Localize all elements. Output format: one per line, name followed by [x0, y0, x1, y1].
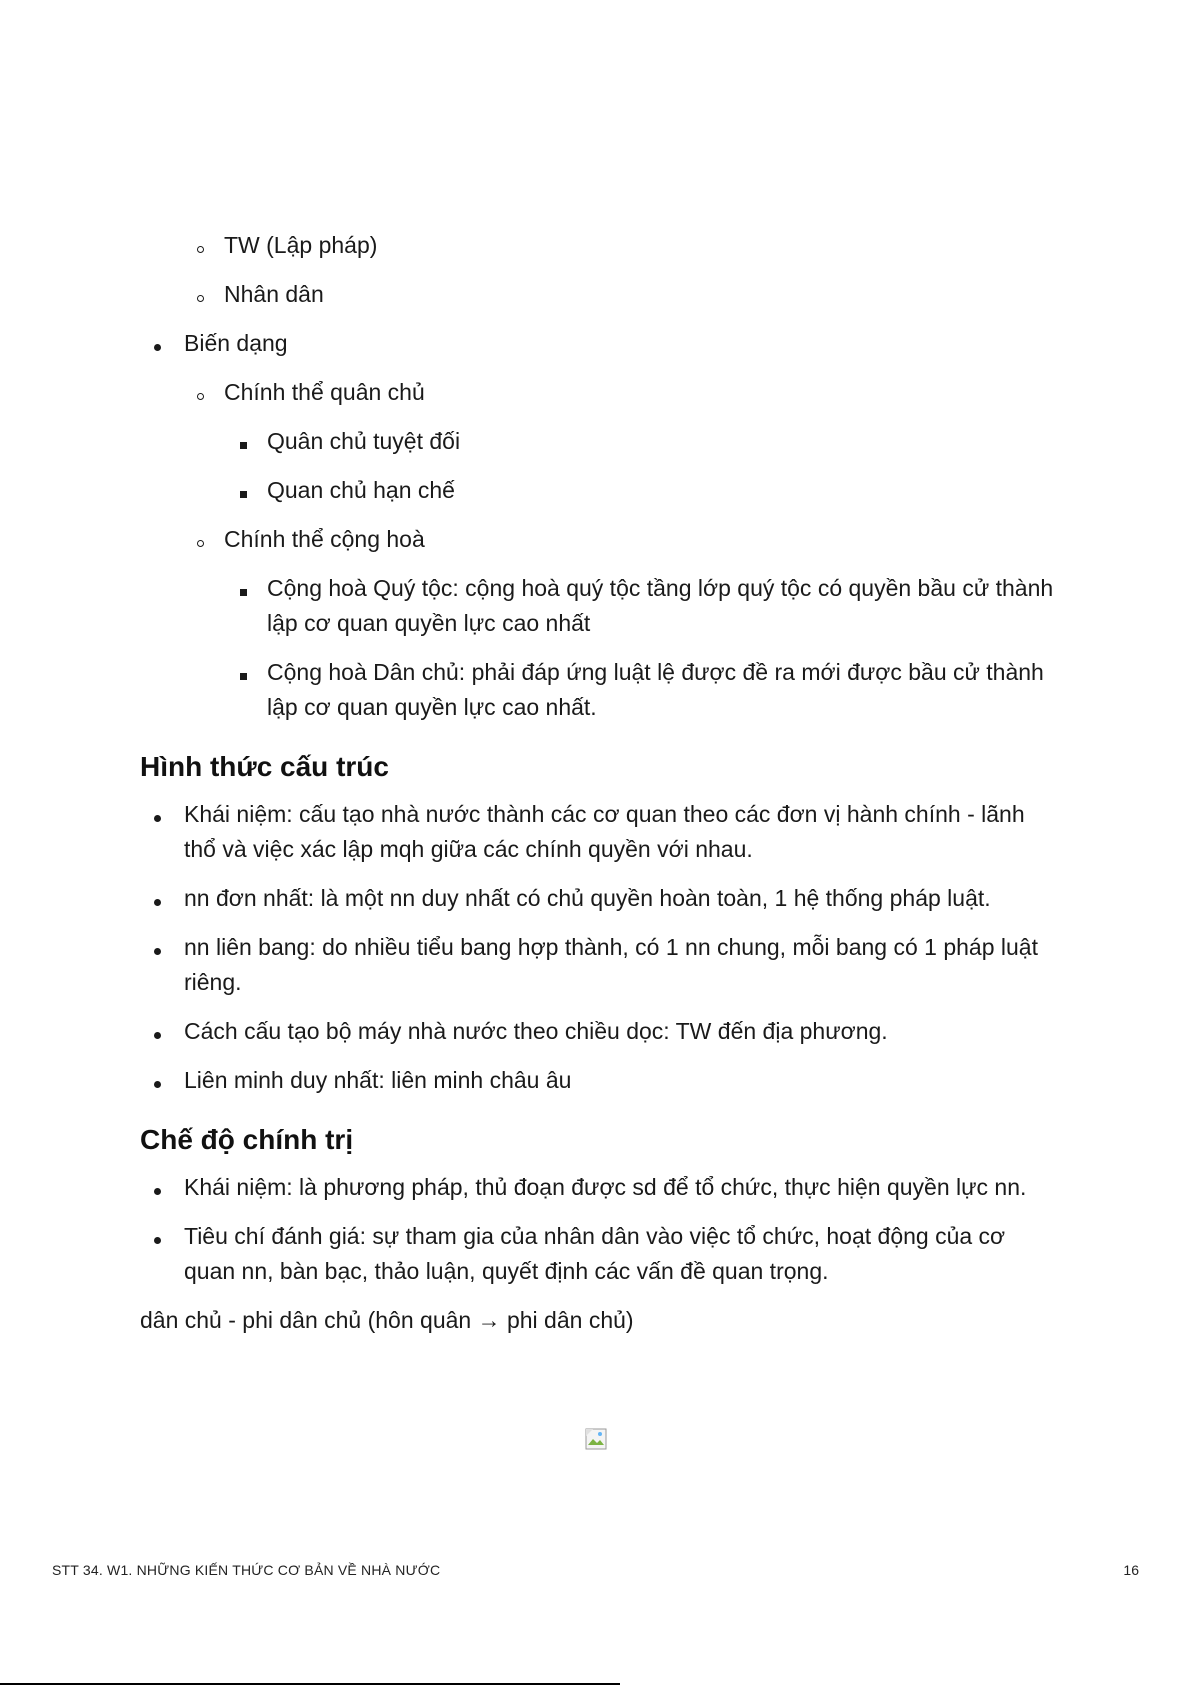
- list-item-text: Biến dạng: [184, 330, 288, 356]
- broken-image-icon: [585, 1428, 607, 1450]
- list-item-text: nn liên bang: do nhiều tiểu bang hợp thành, có 1 nn chung, mỗi bang có 1 pháp luật riêng.: [184, 934, 1038, 995]
- footer-title: STT 34. W1. NHỮNG KIẾN THỨC CƠ BẢN VỀ NHÀ NƯỚC: [52, 1562, 441, 1578]
- section-heading-structure: Hình thức cấu trúc: [140, 751, 389, 782]
- circle-bullet-icon: [197, 375, 204, 410]
- list-item-text: nn đơn nhất: là một nn duy nhất có chủ quyền hoàn toàn, 1 hệ thống pháp luật.: [184, 885, 991, 911]
- page-number: 16: [1123, 1562, 1139, 1578]
- list-item: [140, 277, 1060, 312]
- list-item-text: Cách cấu tạo bộ máy nhà nước theo chiều dọc: TW đến địa phương.: [184, 1018, 888, 1044]
- list-item: [140, 1063, 1060, 1098]
- list-item: [140, 881, 1060, 916]
- list-item: [140, 424, 1060, 459]
- dot-bullet-icon: [154, 1219, 161, 1254]
- square-bullet-icon: [240, 571, 247, 606]
- list-item-text: TW (Lập pháp): [224, 232, 378, 258]
- list-item: [140, 655, 1060, 725]
- list-item: [140, 571, 1060, 641]
- dot-bullet-icon: [154, 930, 161, 965]
- list-item-text: Cộng hoà Quý tộc: cộng hoà quý tộc tầng lớp quý tộc có quyền bầu cử thành lập cơ quan quyền lực cao nhất: [267, 575, 1054, 636]
- list-item: [140, 930, 1060, 1000]
- dot-bullet-icon: [154, 881, 161, 916]
- list-item: [140, 797, 1060, 867]
- list-item: [140, 1219, 1060, 1289]
- circle-bullet-icon: [197, 522, 204, 557]
- list-item: [140, 1170, 1060, 1205]
- list-item-text: Nhân dân: [224, 281, 324, 307]
- top-list: [140, 228, 1060, 725]
- list-item-text: Chính thể quân chủ: [224, 379, 425, 405]
- list-item-text: Chính thể cộng hoà: [224, 526, 425, 552]
- list-item: [140, 326, 1060, 361]
- square-bullet-icon: [240, 424, 247, 459]
- dot-bullet-icon: [154, 1014, 161, 1049]
- regime-note: dân chủ - phi dân chủ (hôn quân → phi dân chủ): [140, 1307, 634, 1333]
- list-item-text: Quân chủ tuyệt đối: [267, 428, 461, 454]
- list-item: [140, 522, 1060, 557]
- dot-bullet-icon: [154, 1063, 161, 1098]
- list-item-text: Tiêu chí đánh giá: sự tham gia của nhân dân vào việc tổ chức, hoạt động của cơ quan nn, bàn bạc, thảo luận, quyết định các vấn đề quan trọng.: [184, 1223, 1006, 1284]
- circle-bullet-icon: [197, 277, 204, 312]
- list-item-text: Khái niệm: cấu tạo nhà nước thành các cơ quan theo các đơn vị hành chính - lãnh thổ và việc xác lập mqh giữa các chính quyền với nhau.: [184, 801, 1025, 862]
- section-heading-regime: Chế độ chính trị: [140, 1124, 354, 1155]
- square-bullet-icon: [240, 655, 247, 690]
- list-item: [140, 375, 1060, 410]
- list-item: [140, 1014, 1060, 1049]
- structure-list: [140, 797, 1060, 1098]
- list-item-text: Khái niệm: là phương pháp, thủ đoạn được sd để tổ chức, thực hiện quyền lực nn.: [184, 1174, 1027, 1200]
- regime-list: [140, 1170, 1060, 1289]
- list-item-text: Liên minh duy nhất: liên minh châu âu: [184, 1067, 572, 1093]
- list-item-text: Quan chủ hạn chế: [267, 477, 455, 503]
- list-item: [140, 228, 1060, 263]
- page-content: [140, 228, 1060, 1338]
- dot-bullet-icon: [154, 1170, 161, 1205]
- square-bullet-icon: [240, 473, 247, 508]
- circle-bullet-icon: [197, 228, 204, 263]
- list-item: [140, 473, 1060, 508]
- list-item-text: Cộng hoà Dân chủ: phải đáp ứng luật lệ được đề ra mới được bầu cử thành lập cơ quan quyền lực cao nhất.: [267, 659, 1044, 720]
- dot-bullet-icon: [154, 326, 161, 361]
- dot-bullet-icon: [154, 797, 161, 832]
